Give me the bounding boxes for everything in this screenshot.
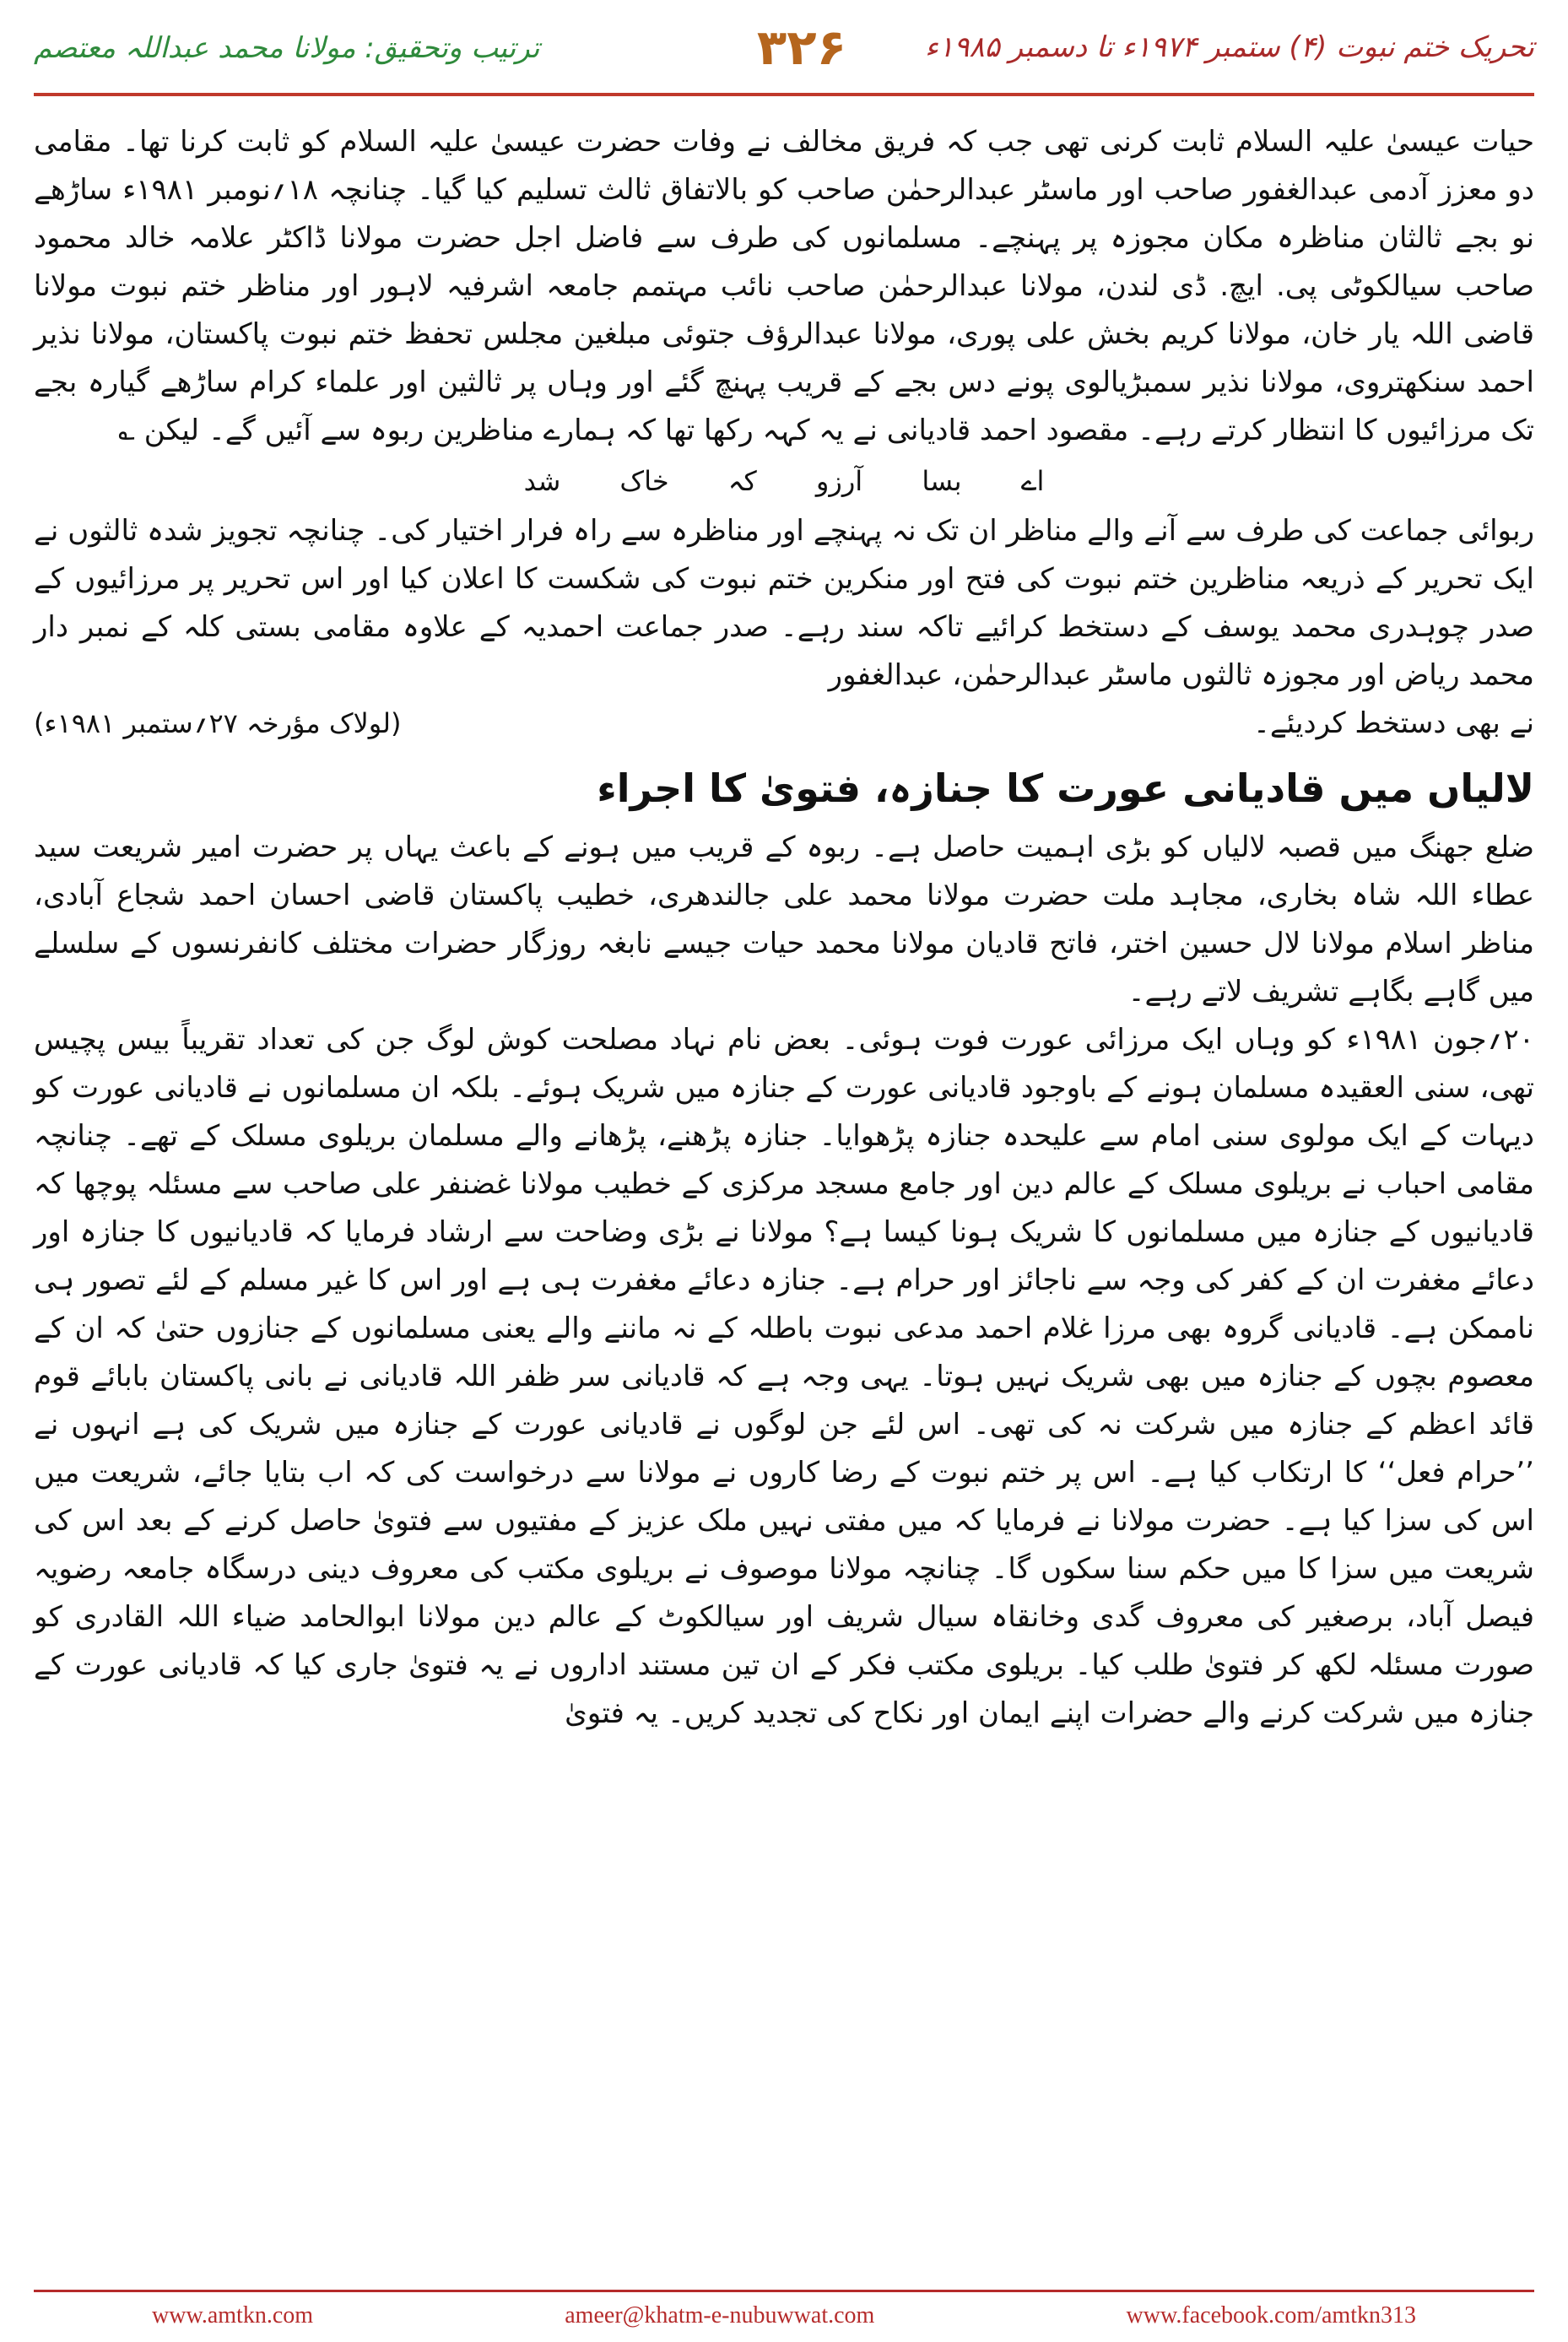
paragraph-1: حیات عیسیٰ علیہ السلام ثابت کرنی تھی جب کہ فریق مخالف نے وفات حضرت عیسیٰ علیہ السلام کو ثابت کرنا تھا۔ مقامی دو معزز آدمی عبدالغفور صاحب اور ماسٹر عبدالرحمٰن صاحب کو بالاتفاق ثالث تسلیم کیا گیا۔ چنانچہ ۱۸؍نومبر ۱۹۸۱ء ساڑھے نو بجے ثالثان مناظرہ مکان مجوزہ پر پہنچے۔ مسلمانوں کی طرف سے فاضل اجل حضرت مولانا ڈاکٹر علامہ خالد محمود صاحب سیالکوٹی پی. ایچ. ڈی لندن، مولانا عبدالرحمٰن صاحب نائب مہتمم جامعہ اشرفیہ لاہور اور مناظر ختم نبوت مولانا قاضی اللہ یار خان، مولانا کریم بخش علی پوری، مولانا عبدالرؤف جتوئی مبلغین مجلس تحفظ ختم نبوت پاکستان، مولانا نذیر احمد سنکھتروی، مولانا نذیر سمبڑیالوی پونے دس بجے کے قریب پہنچ گئے اور وہاں پر ثالثین اور علماء کرام ساڑھے گیارہ بجے تک مرزائیوں کا انتظار کرتے رہے۔ مقصود احمد قادیانی نے یہ کہہ رکھا تھا کہ ہمارے مناظرین ربوہ سے آئیں گے۔ لیکن ؎	[34, 125, 1534, 447]
page-header	[34, 19, 1534, 86]
facebook-link[interactable]: www.facebook.com/amtkn313	[1126, 2302, 1416, 2328]
header-divider	[34, 93, 1534, 96]
paragraph-4: ۲۰؍جون ۱۹۸۱ء کو وہاں ایک مرزائی عورت فوت ہوئی۔ بعض نام نہاد مصلحت کوش لوگ جن کی تعداد تقریباً بیس پچیس تھی، سنی العقیدہ مسلمان ہونے کے باوجود قادیانی عورت کے جنازہ میں شریک ہوئے۔ بلکہ ان مسلمانوں نے قادیانی عورت کو دیہات کے ایک مولوی سنی امام سے علیحدہ جنازہ پڑھوایا۔ جنازہ پڑھنے، پڑھانے والے مسلمان بریلوی مسلک کے تھے۔ چنانچہ مقامی احباب نے بریلوی مسلک کے عالم دین اور جامع مسجد مرکزی کے خطیب مولانا غضنفر علی صاحب سے مسئلہ پوچھا کہ قادیانیوں کے جنازہ میں مسلمانوں کا شریک ہونا کیسا ہے؟ مولانا نے بڑی وضاحت سے ارشاد فرمایا کہ قادیانیوں کا جنازہ اور دعائے مغفرت ان کے کفر کی وجہ سے ناجائز اور حرام ہے۔ جنازہ دعائے مغفرت ہی ہے اور اس کا غیر مسلم کے لئے تصور ہی ناممکن ہے۔ قادیانی گروہ بھی مرزا غلام احمد مدعی نبوت باطلہ کے نہ ماننے والے یعنی مسلمانوں کے جنازوں حتیٰ کہ ان کے معصوم بچوں کے جنازہ میں بھی شریک نہیں ہوتا۔ یہی وجہ ہے کہ قادیانی سر ظفر اللہ قادیانی نے بانی پاکستان بابائے قوم قائد اعظم کے جنازہ میں شرکت نہ کی تھی۔ اس لئے جن لوگوں نے قادیانی عورت کے جنازہ میں شریک کی ہے انہوں نے ’’حرام فعل‘‘ کا ارتکاب کیا ہے۔ اس پر ختم نبوت کے رضا کاروں نے مولانا سے درخواست کی کہ اب بتایا جائے، شریعت میں اس کی سزا کیا ہے۔ حضرت مولانا نے فرمایا کہ میں مفتی نہیں ملک عزیز کے مفتیوں سے فتویٰ حاصل کرنے کے بعد اس کی شریعت میں سزا کا میں حکم سنا سکوں گا۔ چنانچہ مولانا موصوف نے بریلوی مکتب کی معروف دینی درسگاہ جامعہ رضویہ فیصل آباد، برصغیر کی معروف گدی وخانقاہ سیال شریف اور سیالکوٹ کے عالم دین مولانا ابوالحامد ضیاء اللہ القادری کو صورت مسئلہ لکھ کر فتویٰ طلب کیا۔ بریلوی مکتب فکر کے ان تین مستند اداروں نے یہ فتویٰ جاری کیا کہ قادیانی عورت کے جنازہ میں شرکت کرنے والے حضرات اپنے ایمان اور نکاح کی تجدید کریں۔ یہ فتویٰ	[34, 1023, 1534, 1730]
citation: (لولاک مؤرخہ ۲۷؍ستمبر ۱۹۸۱ء)	[34, 707, 402, 739]
page-number: ۳۲۶	[756, 19, 847, 76]
page-body	[34, 118, 1534, 1738]
paragraph-2-end	[34, 700, 1534, 748]
paragraph-3: ضلع جھنگ میں قصبہ لالیاں کو بڑی اہمیت حاصل ہے۔ ربوہ کے قریب میں ہونے کے باعث یہاں پر حضرت امیر شریعت سید عطاء اللہ شاہ بخاری، مجاہد ملت حضرت مولانا محمد علی جالندھری، خطیب پاکستان قاضی احسان احمد شجاع آبادی، مناظر اسلام مولانا لال حسین اختر، فاتح قادیان مولانا محمد حیات جیسے نابغہ روزگار حضرات مختلف کانفرنسوں کے سلسلے میں گاہے بگاہے تشریف لاتے رہے۔	[34, 830, 1535, 1009]
poetry-verse: اے بسا آرزو کہ خاک شد	[523, 465, 1045, 497]
book-title: تحریک ختم نبوت (۴) ستمبر ۱۹۷۴ء تا دسمبر ۱۹۸۵ء	[924, 30, 1534, 64]
page-footer	[34, 2297, 1534, 2334]
email-link[interactable]: ameer@khatm-e-nubuwwat.com	[565, 2302, 875, 2328]
paragraph-2: ربوائی جماعت کی طرف سے آنے والے مناظر ان تک نہ پہنچے اور مناظرہ سے راہ فرار اختیار کی۔ چنانچہ تجویز شدہ ثالثوں نے ایک تحریر کے ذریعہ مناظرین ختم نبوت کی فتح اور منکرین ختم نبوت کی شکست کا اعلان کیا اور اس تحریر پر مرزائیوں کے صدر چوہدری محمد یوسف کے دستخط کرائیے تاکہ سند رہے۔ صدر جماعت احمدیہ کے علاوہ مقامی بستی کلہ کے نمبر دار محمد ریاض اور مجوزہ ثالثوں ماسٹر عبدالرحمٰن، عبدالغفور	[34, 514, 1534, 692]
section-heading: لالیاں میں قادیانی عورت کا جنازہ، فتویٰ کا اجراء	[597, 765, 1534, 811]
compiler-credit: ترتیب وتحقیق: مولانا محمد عبداللہ معتصم	[34, 31, 540, 65]
footer-divider	[34, 2290, 1534, 2292]
paragraph-2-last-line: نے بھی دستخط کردیئے۔	[1252, 706, 1534, 740]
website-link[interactable]: www.amtkn.com	[152, 2302, 314, 2328]
